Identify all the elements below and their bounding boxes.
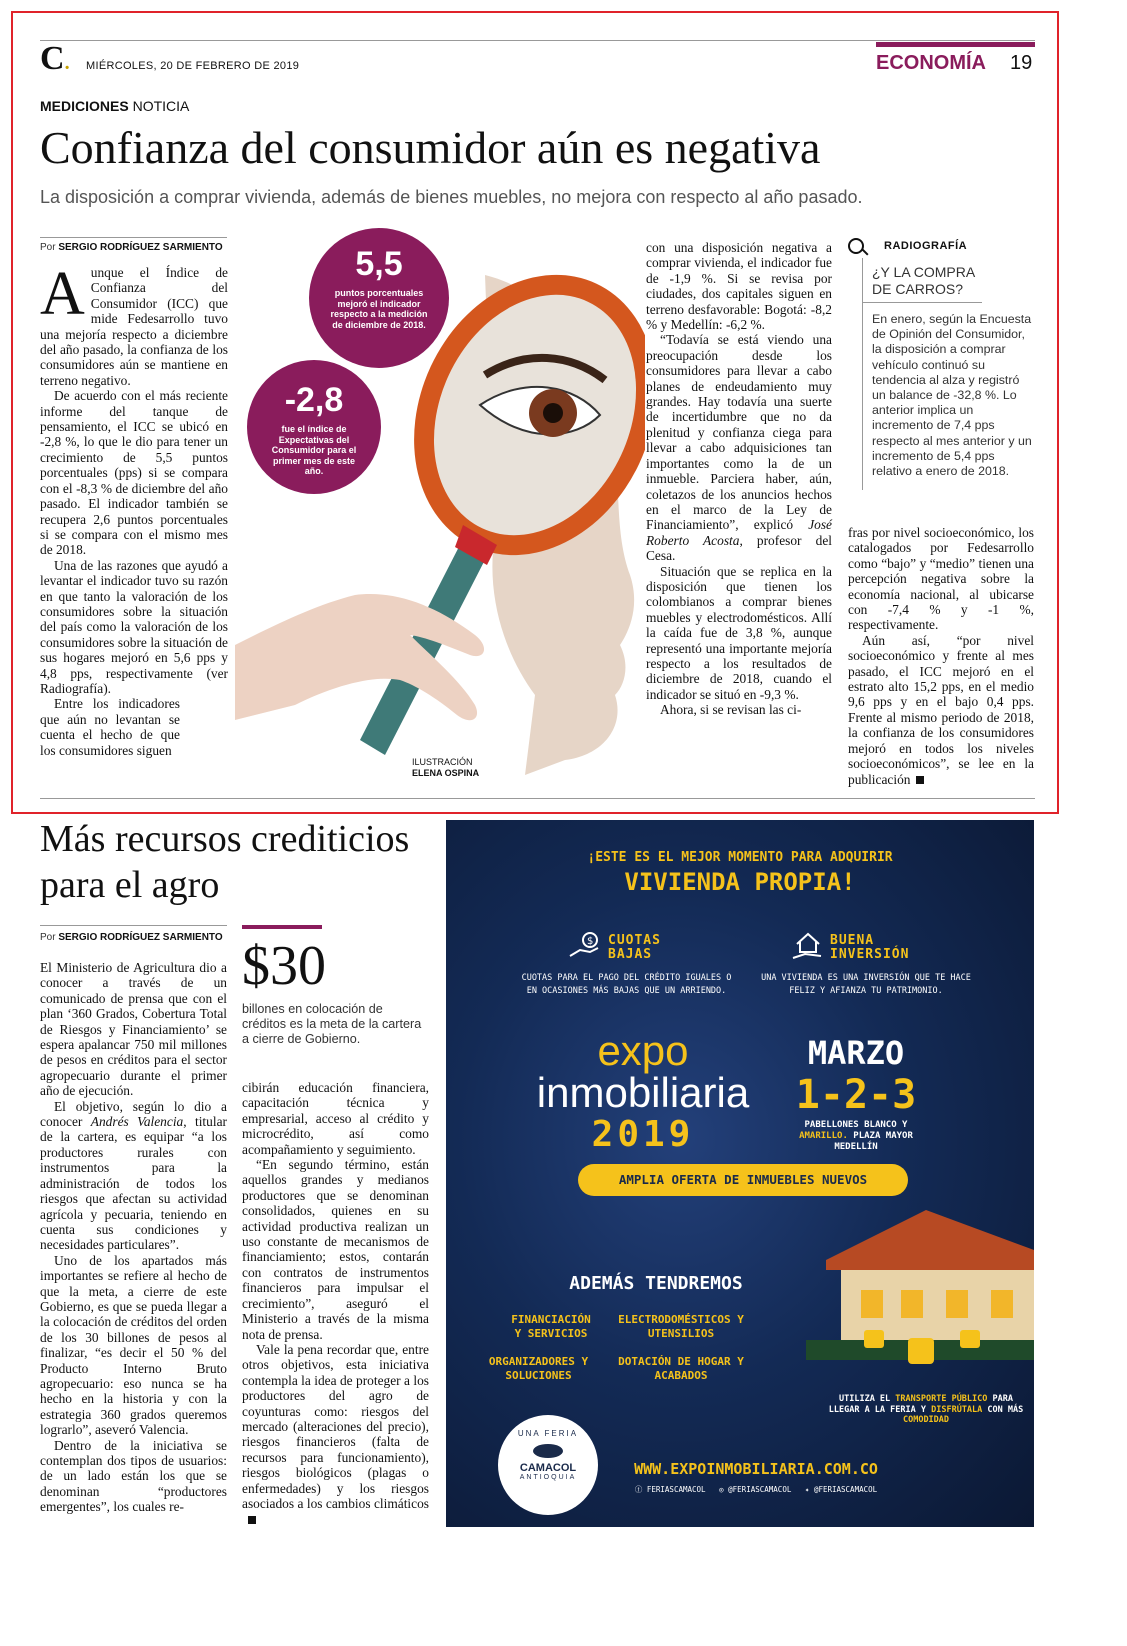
- article1-column-1: Aunque el Índice de Confianza del Consumidor (ICC) que mide Fedesarrollo tuvo una mejoría respecto a diciembre del año pasado, la confianza de los consumidores aún se mantiene en terreno negativo. De acuerdo con el más reciente informe del tanque de pensamiento, el ICC se ubicó en -2,8 %, lo que le dio para tener un crecimiento de 5,5 puntos porcentuales (pps) si se compara con el -8,3 % de diciembre del año pasado. El indicador también se recupera 2,6 puntos porcentuales si se compara con el mismo mes de 2018. Una de las razones que ayudó a levantar el indicador tuvo su razón en que tanto la valoración de los consumidores sobre la situación del país como la valoración de los consumidores sobre la situación de sus hogares mejoró en 5,6 pps y 4,8 pps, respectivamente (ver Radiografía). Entre los indicadores que aún no levantan se cuenta el hecho de que los consumidores siguen: [40, 260, 228, 758]
- paragraph: De acuerdo con el más reciente informe del tanque de pensamiento, el ICC se ubicó en -2,8 %, lo que le dio para tener un crecimiento de 5,5 puntos porcentuales (pps) si se compara con el -8,3 % de diciembre del año pasado. El indicador también se recupera 2,6 puntos porcentuales si se compara con el mismo mes de 2018.: [40, 388, 228, 558]
- author-name: SERGIO RODRÍGUEZ SARMIENTO: [58, 242, 223, 253]
- feature1-title: CUOTAS BAJAS: [608, 933, 661, 962]
- pupil: [543, 403, 563, 423]
- paragraph: Situación que se replica en la disposición que tienen los colombianos a comprar bienes muebles y electrodomésticos. Allí la caída fue de 3,8 %, aunque representó una importante mejoría respecto a los resultados de diciembre de 2018, cuando el indicador se situó en -9,3 %.: [646, 563, 832, 702]
- feature2-text: UNA VIVIENDA ES UNA INVERSIÓN QUE TE HACE FELIZ Y AFIANZA TU PATRIMONIO.: [761, 973, 971, 996]
- sidebar-label: RADIOGRAFÍA: [884, 240, 968, 252]
- quoted-name: Andrés Valencia: [90, 1114, 184, 1130]
- extra-item-1: FINANCIACIÓN Y SERVICIOS: [511, 1313, 591, 1340]
- stat-value: -2,8: [284, 381, 344, 419]
- transport-text: UTILIZA EL TRANSPORTE PÚBLICO PARA LLEGAR A LA FERIA Y DISFRÚTALA CON MÁS COMODIDAD: [828, 1394, 1024, 1425]
- sidebar-body: En enero, según la Encuesta de Opinión del Consumidor, la disposición a comprar vehículo continuó su tendencia al alza y registró un balance de -32,8 %. Lo anterior implica un incremento de 7,4 pps respecto al mes anterior y un incremento de 5,4 pps relativo a enero de 2018.: [872, 312, 1032, 479]
- kicker-type: NOTICIA: [128, 98, 190, 114]
- byline-rule: [40, 925, 227, 926]
- article1-column-2: [646, 240, 832, 718]
- camacol-seal: UNA FERIA CAMACOL ANTIOQUIA: [498, 1415, 598, 1515]
- paragraph: “En segundo término, están aquellos grandes y medianos productores que se denominan consolidados, quienes en su actividad productiva realizan un uso constante de mecanismos de financiamiento; estos, contarán con contratos de instrumentos financieros para impulsar el crecimiento”, aseguró el Ministerio a través de la misma nota de prensa.: [242, 1157, 429, 1342]
- sidebar-question: ¿Y LA COMPRA DE CARROS?: [872, 264, 975, 297]
- house-graphic: [806, 1200, 1034, 1360]
- camacol-mark: [533, 1444, 563, 1458]
- paragraph: Una de las razones que ayudó a levantar el indicador tuvo su razón en que tanto la valoración de los consumidores sobre la situación del país como la valoración de los consumidores sobre la situación de sus hogares mejoró en 5,6 pps y 4,8 pps, respectivamente (ver Radiografía).: [40, 557, 228, 696]
- paragraph: El Ministerio de Agricultura dio a conocer a través de un comunicado de prensa que con el plan ‘360 Grados, Cobertura Total de Riesgos y Financiamiento’ se espera apalancar 750 mil millones de pesos en créditos para el sector agropecuario durante el primer año de ejecución.: [40, 960, 227, 1099]
- paragraph: El objetivo, según lo dio a conocer Andrés Valencia, titular de la cartera, es equipar “a los productores rurales con instrumentos para la administración de todos los riesgos que afectan su actividad agrícola y pecuaria, teniendo en cuenta sus condiciones y necesidades particulares”.: [40, 1098, 227, 1253]
- extra-item-3: ORGANIZADORES Y SOLUCIONES: [488, 1355, 589, 1382]
- illustration-credit: ILUSTRACIÓN ELENA OSPINA: [412, 757, 480, 778]
- kicker: [40, 98, 189, 114]
- stat-rule: [242, 925, 322, 929]
- article2-column-1: [40, 960, 227, 1515]
- paragraph: “Todavía se está viendo una preocupación desde los consumidores para llevar a cabo planes de endeudamiento muy grandes. Hay todavía una suerte de incertidumbre que no da plenitud y confianza ciega para llevar a cabo adquisiciones tan importantes como la de un inmueble. Parciera haber, aún, coletazos de los anuncios hechos en el marco de la Ley de Financiamiento”, explicó José Roberto Acosta, profesor del Cesa.: [646, 332, 832, 564]
- expo-logo: expo inmobiliaria 2019: [536, 1027, 750, 1155]
- end-mark: [248, 1516, 256, 1524]
- bottom-rule: [40, 798, 1035, 799]
- ad-social-row[interactable]: ⓕ FERIASCAMACOL ◎ @FERIASCAMACOL ✦ @FERIASCAMACOL: [634, 1485, 878, 1494]
- paragraph: Vale la pena recordar que, entre otros objetivos, esta iniciativa contempla la idea de proteger a los productores del agro de coyunturas como: riesgos del mercado (alteraciones del precio), riesgos financieros (falta de recursos para funcionamiento), riesgos biológicos (plagas o enfermedades) y los riesgos asociados a los cambios climáticos: [242, 1342, 429, 1527]
- stat-value: $30: [242, 935, 326, 997]
- event-month: MARZO: [807, 1034, 905, 1072]
- paragraph: Aún así, “por nivel socioeconómico y frente al mes pasado, el ICC mejoró en el estrato alto 15,2 pps, en el medio 9,6 pps y en el bajo 0,4 pps. Frente al mismo periodo de 2018, la confianza de los consumidores mejoró en todos los niveles socioeconómicos”, se lee en la publicación: [848, 632, 1034, 787]
- metro-icon: [960, 1330, 980, 1348]
- article2-column-2: [242, 1080, 429, 1527]
- paragraph: fras por nivel socioeconómico, los catalogados por Fedesarrollo como “bajo” y “medio” tienen una percepción negativa sobre la economía nacional, al ubicarse con -7,4 % y -1 %, respectivamente.: [848, 525, 1034, 633]
- page-number: 19: [1010, 52, 1033, 74]
- magnifier-icon: [848, 238, 864, 254]
- facebook-icon: ⓕ: [634, 1485, 643, 1494]
- event-venue: PABELLONES BLANCO Y AMARILLO. PLAZA MAYOR MEDELLÍN: [799, 1120, 913, 1152]
- article2-headline: Más recursos crediticios para el agro: [40, 818, 410, 906]
- quoted-name: José Roberto Acosta: [646, 517, 832, 548]
- article-headline: Confianza del consumidor aún es negativa: [40, 122, 821, 173]
- dropcap: A: [40, 260, 85, 328]
- feature2-title: BUENA INVERSIÓN: [830, 933, 910, 962]
- ad-website-link[interactable]: WWW.EXPOINMOBILIARIA.COM.CO: [634, 1460, 878, 1478]
- paragraph: Ahora, si se revisan las ci-: [660, 702, 802, 718]
- instagram-icon: ◎: [719, 1485, 724, 1494]
- hand-coin-icon: [568, 932, 604, 960]
- radiografia-sidebar: [848, 236, 1034, 519]
- extra-item-4: DOTACIÓN DE HOGAR Y ACABADOS: [618, 1355, 744, 1382]
- event-days: 1-2-3: [795, 1072, 917, 1118]
- stat-caption: billones en colocación de créditos es la meta de la cartera a cierre de Gobierno.: [242, 1002, 422, 1046]
- twitter-icon: ✦: [804, 1485, 810, 1494]
- section-label: ECONOMÍA: [876, 52, 986, 74]
- stat-value: 5,5: [355, 245, 403, 283]
- stat-caption: puntos porcentuales mejoró el indicador respecto a la medición de diciembre de 2018.: [330, 288, 428, 330]
- bus-icon: [864, 1330, 884, 1348]
- expo-advertisement[interactable]: [446, 820, 1034, 1527]
- byline: Por SERGIO RODRÍGUEZ SARMIENTO: [40, 932, 223, 943]
- stat-caption: fue el índice de Expectativas del Consumidor para el primer mes de este año.: [271, 424, 357, 476]
- header-date: MIÉRCOLES, 20 DE FEBRERO DE 2019: [86, 60, 300, 72]
- ad-top-title: VIVIENDA PROPIA!: [624, 868, 856, 896]
- house-hand-icon: [791, 930, 825, 960]
- paragraph: con una disposición negativa a comprar vivienda, el indicador fue de -1,9 %. Si se revisa por ciudades, dos capitales siguen en terreno desfavorable: Bogotá: -8,2 % y Medellín: -6,2 %.: [646, 240, 832, 333]
- feature1-text: CUOTAS PARA EL PAGO DEL CRÉDITO IGUALES O EN OCASIONES MÁS BAJAS QUE UN ARRIENDO.: [521, 973, 732, 996]
- extra-item-2: ELECTRODOMÉSTICOS Y UTENSILIOS: [618, 1313, 744, 1340]
- author-name: SERGIO RODRÍGUEZ SARMIENTO: [58, 932, 223, 943]
- train-icon: [908, 1338, 934, 1364]
- extras-title: ADEMÁS TENDREMOS: [569, 1273, 743, 1294]
- offer-banner-text: AMPLIA OFERTA DE INMUEBLES NUEVOS: [618, 1172, 868, 1187]
- ad-top-line: ¡ESTE ES EL MEJOR MOMENTO PARA ADQUIRIR: [587, 850, 893, 865]
- byline: Por SERGIO RODRÍGUEZ SARMIENTO: [40, 242, 223, 253]
- svg-text:$: $: [587, 936, 594, 947]
- end-mark: [916, 776, 924, 784]
- kicker-category: MEDICIONES: [40, 98, 129, 114]
- article-subhead: La disposición a comprar vivienda, además de bienes muebles, no mejora con respecto al año pasado.: [40, 187, 863, 207]
- paragraph: Uno de los apartados más importantes se refiere al hecho de que la meta, a cierre de este Gobierno, es que se pueda llegar a la colocación de créditos del orden de los 30 billones de pesos al finalizar, “es decir el 50 % del Producto Interno Bruto agropecuario: eso nunca se ha hecho en la historia y con la estrategia 360 grados queremos lograrlo”, aseveró Valencia.: [40, 1252, 227, 1438]
- newspaper-logo: C.: [40, 40, 70, 77]
- stat-bubble-1: [309, 228, 449, 368]
- stat-bubble-2: [247, 360, 381, 494]
- article1-column-3: [848, 525, 1034, 787]
- paragraph: cibirán educación financiera, capacitación técnica y empresarial, acceso al crédito y microcrédito, así como acompañamiento y seguimiento.: [242, 1080, 429, 1157]
- paragraph: Dentro de la iniciativa se contemplan dos tipos de usuarios: de un lado están los que se denominan “productores emergentes”, los cuales re-: [40, 1437, 227, 1515]
- byline-rule: [40, 237, 227, 238]
- paragraph: Entre los indicadores que aún no levantan se cuenta el hecho de que los consumidores siguen: [40, 696, 180, 758]
